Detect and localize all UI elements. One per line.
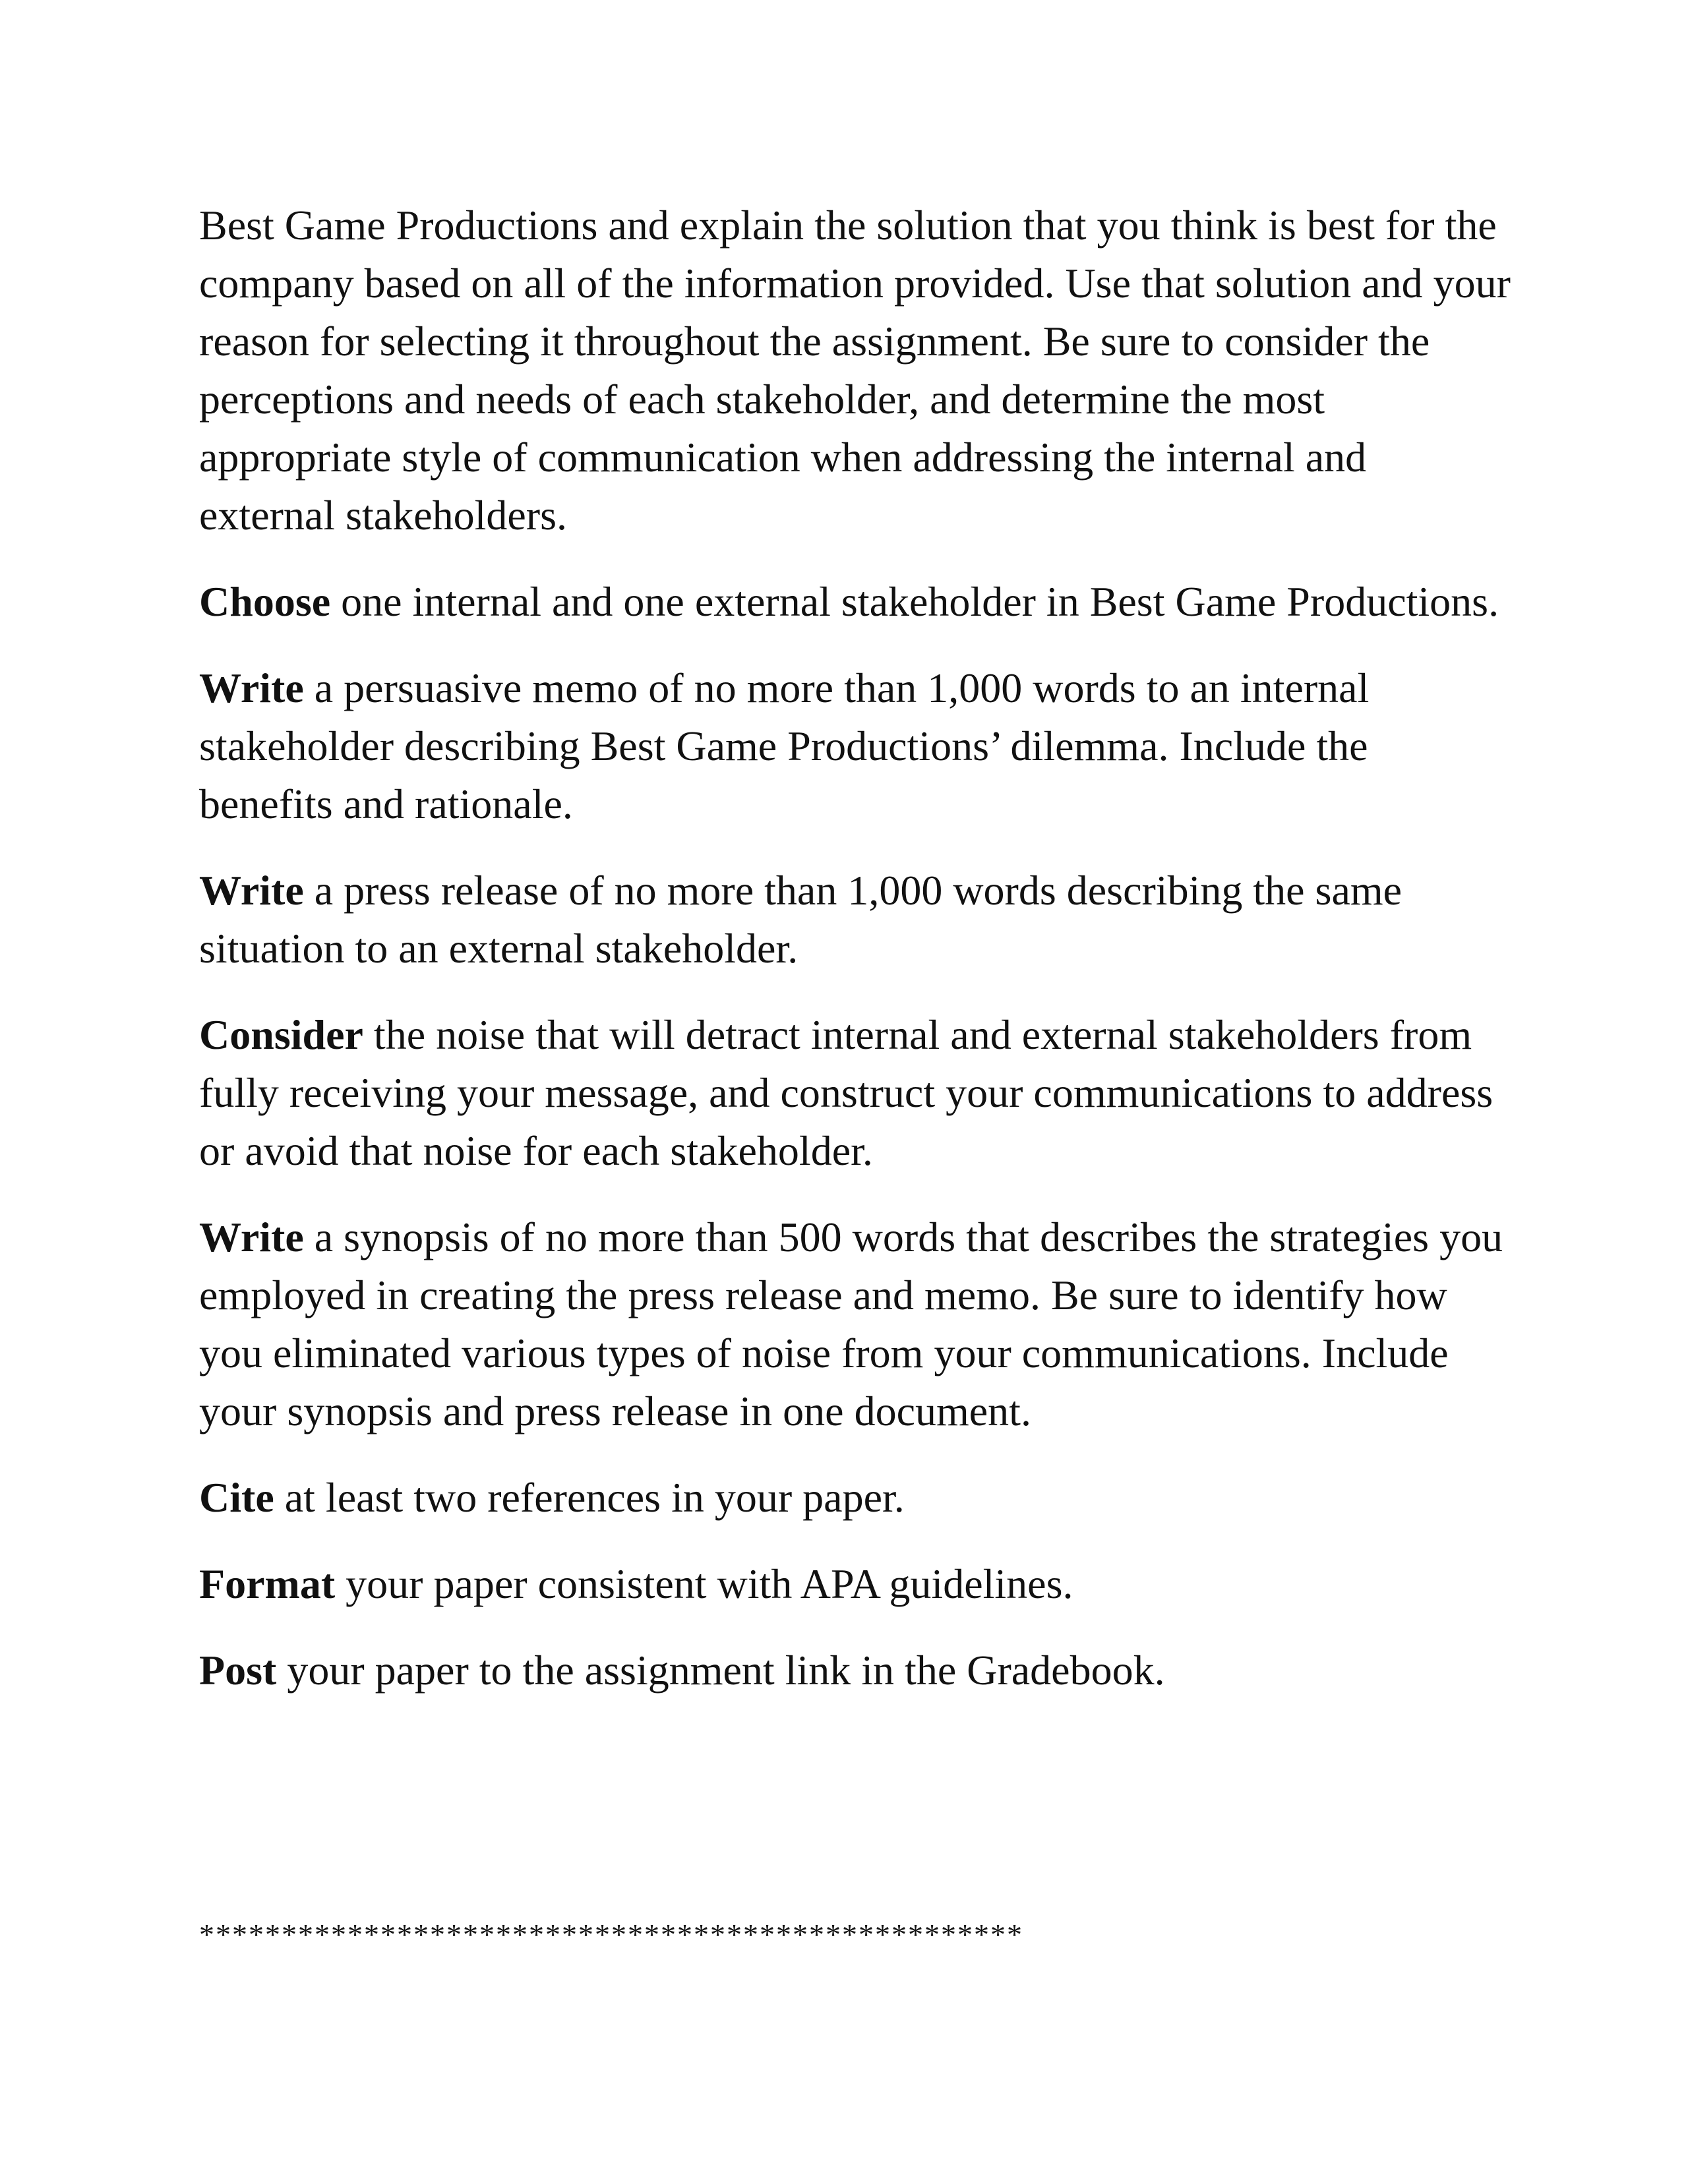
intro-paragraph: Best Game Productions and explain the solution that you think is best for the company based on all of the information provided. Use that solution and your reason for selecting it throughout the assignment. Be sure to consider the perceptions and needs of each stakeholder, and determine the most appropriate style of communication when addressing the internal and external stakeholders. xyxy=(199,202,1511,539)
instruction-text: one internal and one external stakeholder in Best Game Productions. xyxy=(330,578,1499,625)
instruction-write-press-release xyxy=(199,862,1511,978)
instruction-verb: Write xyxy=(199,1214,304,1260)
instruction-verb: Consider xyxy=(199,1011,363,1058)
instruction-text: a press release of no more than 1,000 words describing the same situation to an external stakeholder. xyxy=(199,867,1402,972)
instruction-verb: Format xyxy=(199,1560,336,1607)
instruction-text: at least two references in your paper. xyxy=(274,1474,905,1521)
instruction-text: your paper consistent with APA guidelines. xyxy=(335,1560,1073,1607)
document-body xyxy=(199,196,1511,1728)
instruction-verb: Post xyxy=(199,1647,277,1694)
asterisk-separator: ************************************************** xyxy=(199,1918,1023,1951)
instruction-verb: Cite xyxy=(199,1474,274,1521)
instruction-text: the noise that will detract internal and external stakeholders from fully receiving your message, and construct your communications to address or avoid that noise for each stakeholder. xyxy=(199,1011,1493,1174)
instruction-text: a synopsis of no more than 500 words that describes the strategies you employed in creating the press release and memo. Be sure to identify how you eliminated various types of noise from your communications. Include your synopsis and press release in one document. xyxy=(199,1214,1503,1434)
instruction-verb: Write xyxy=(199,664,304,711)
instruction-write-synopsis xyxy=(199,1208,1511,1440)
instruction-verb: Choose xyxy=(199,578,331,625)
instruction-format xyxy=(199,1555,1511,1613)
instruction-text: your paper to the assignment link in the Gradebook. xyxy=(276,1647,1165,1694)
instruction-consider xyxy=(199,1006,1511,1180)
instruction-cite xyxy=(199,1469,1511,1527)
instruction-verb: Write xyxy=(199,867,304,914)
instruction-choose xyxy=(199,573,1511,631)
instruction-write-memo xyxy=(199,659,1511,833)
instruction-text: a persuasive memo of no more than 1,000 words to an internal stakeholder describing Best Game Productions’ dilemma. Include the benefits and rationale. xyxy=(199,664,1370,827)
instruction-post xyxy=(199,1641,1511,1699)
